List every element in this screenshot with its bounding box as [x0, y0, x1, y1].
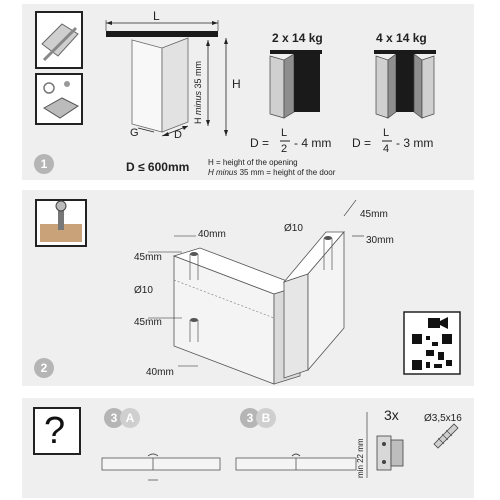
dim-lower-45: 45mm — [134, 317, 162, 328]
step-2-badge: 2 — [34, 358, 54, 378]
config-a-denominator: 2 — [281, 143, 288, 155]
door-leaf-right — [162, 38, 188, 132]
step-2-panel — [22, 190, 474, 386]
dim-top-40: 40mm — [198, 229, 226, 240]
option-a-badge: A — [120, 408, 140, 428]
door-leaf-left — [132, 40, 162, 132]
hinge-icon — [377, 436, 391, 470]
dim-H-label: H — [232, 77, 241, 91]
config-a-formula-suffix: - 4 mm — [294, 136, 332, 150]
note-line-1: H = height of the opening — [208, 158, 298, 167]
panel-2-drawing — [22, 190, 474, 386]
screw-icon — [434, 424, 458, 448]
config-a-formula-prefix: D = — [250, 136, 270, 150]
quantity-label: 3x — [384, 407, 399, 423]
dim-right-45: 45mm — [360, 209, 388, 220]
dim-H-minus-label: H minus 35 mm — [193, 60, 203, 124]
config-a-numerator: L — [281, 127, 288, 139]
step-1-badge: 1 — [34, 154, 54, 174]
dim-G-label: G — [130, 127, 139, 139]
min-22mm-label: min 22 mm — [356, 438, 365, 478]
config-a-label: 2 x 14 kg — [272, 31, 323, 45]
max-D-label: D ≤ 600mm — [126, 160, 190, 174]
config-b-numerator: L — [383, 127, 390, 139]
dim-phi10-left: Ø10 — [134, 285, 153, 296]
step-3a-badge: 3 — [104, 408, 124, 428]
dim-phi10-right: Ø10 — [284, 223, 303, 234]
video-camera-icon — [428, 317, 448, 329]
right-door-panel — [284, 274, 308, 378]
hinge-hole-top — [190, 252, 198, 256]
option-a-section — [102, 458, 220, 470]
config-b-label: 4 x 14 kg — [376, 31, 427, 45]
option-b-badge: B — [256, 408, 276, 428]
dim-right-30: 30mm — [366, 235, 394, 246]
screw-spec-label: Ø3,5x16 — [424, 413, 462, 424]
step-3b-badge: 3 — [240, 408, 260, 428]
dim-D-label: D — [174, 129, 182, 141]
top-rail — [106, 31, 218, 37]
step-1-panel — [22, 4, 474, 180]
hinge-hole-bottom — [190, 318, 198, 322]
config-b-denominator: 4 — [383, 143, 390, 155]
hinge-hole-right — [324, 236, 332, 240]
help-question-mark: ? — [44, 410, 66, 452]
note-line-2: H minus 35 mm = height of the door — [208, 168, 336, 177]
config-b-door — [396, 54, 414, 112]
config-a-door — [294, 54, 320, 112]
step-3-panel — [22, 398, 474, 498]
dim-L-label: L — [153, 9, 160, 23]
config-b-formula-prefix: D = — [352, 136, 372, 150]
config-b-formula-suffix: - 3 mm — [396, 136, 434, 150]
dim-bottom-40: 40mm — [146, 367, 174, 378]
dim-upper-45: 45mm — [134, 252, 162, 263]
